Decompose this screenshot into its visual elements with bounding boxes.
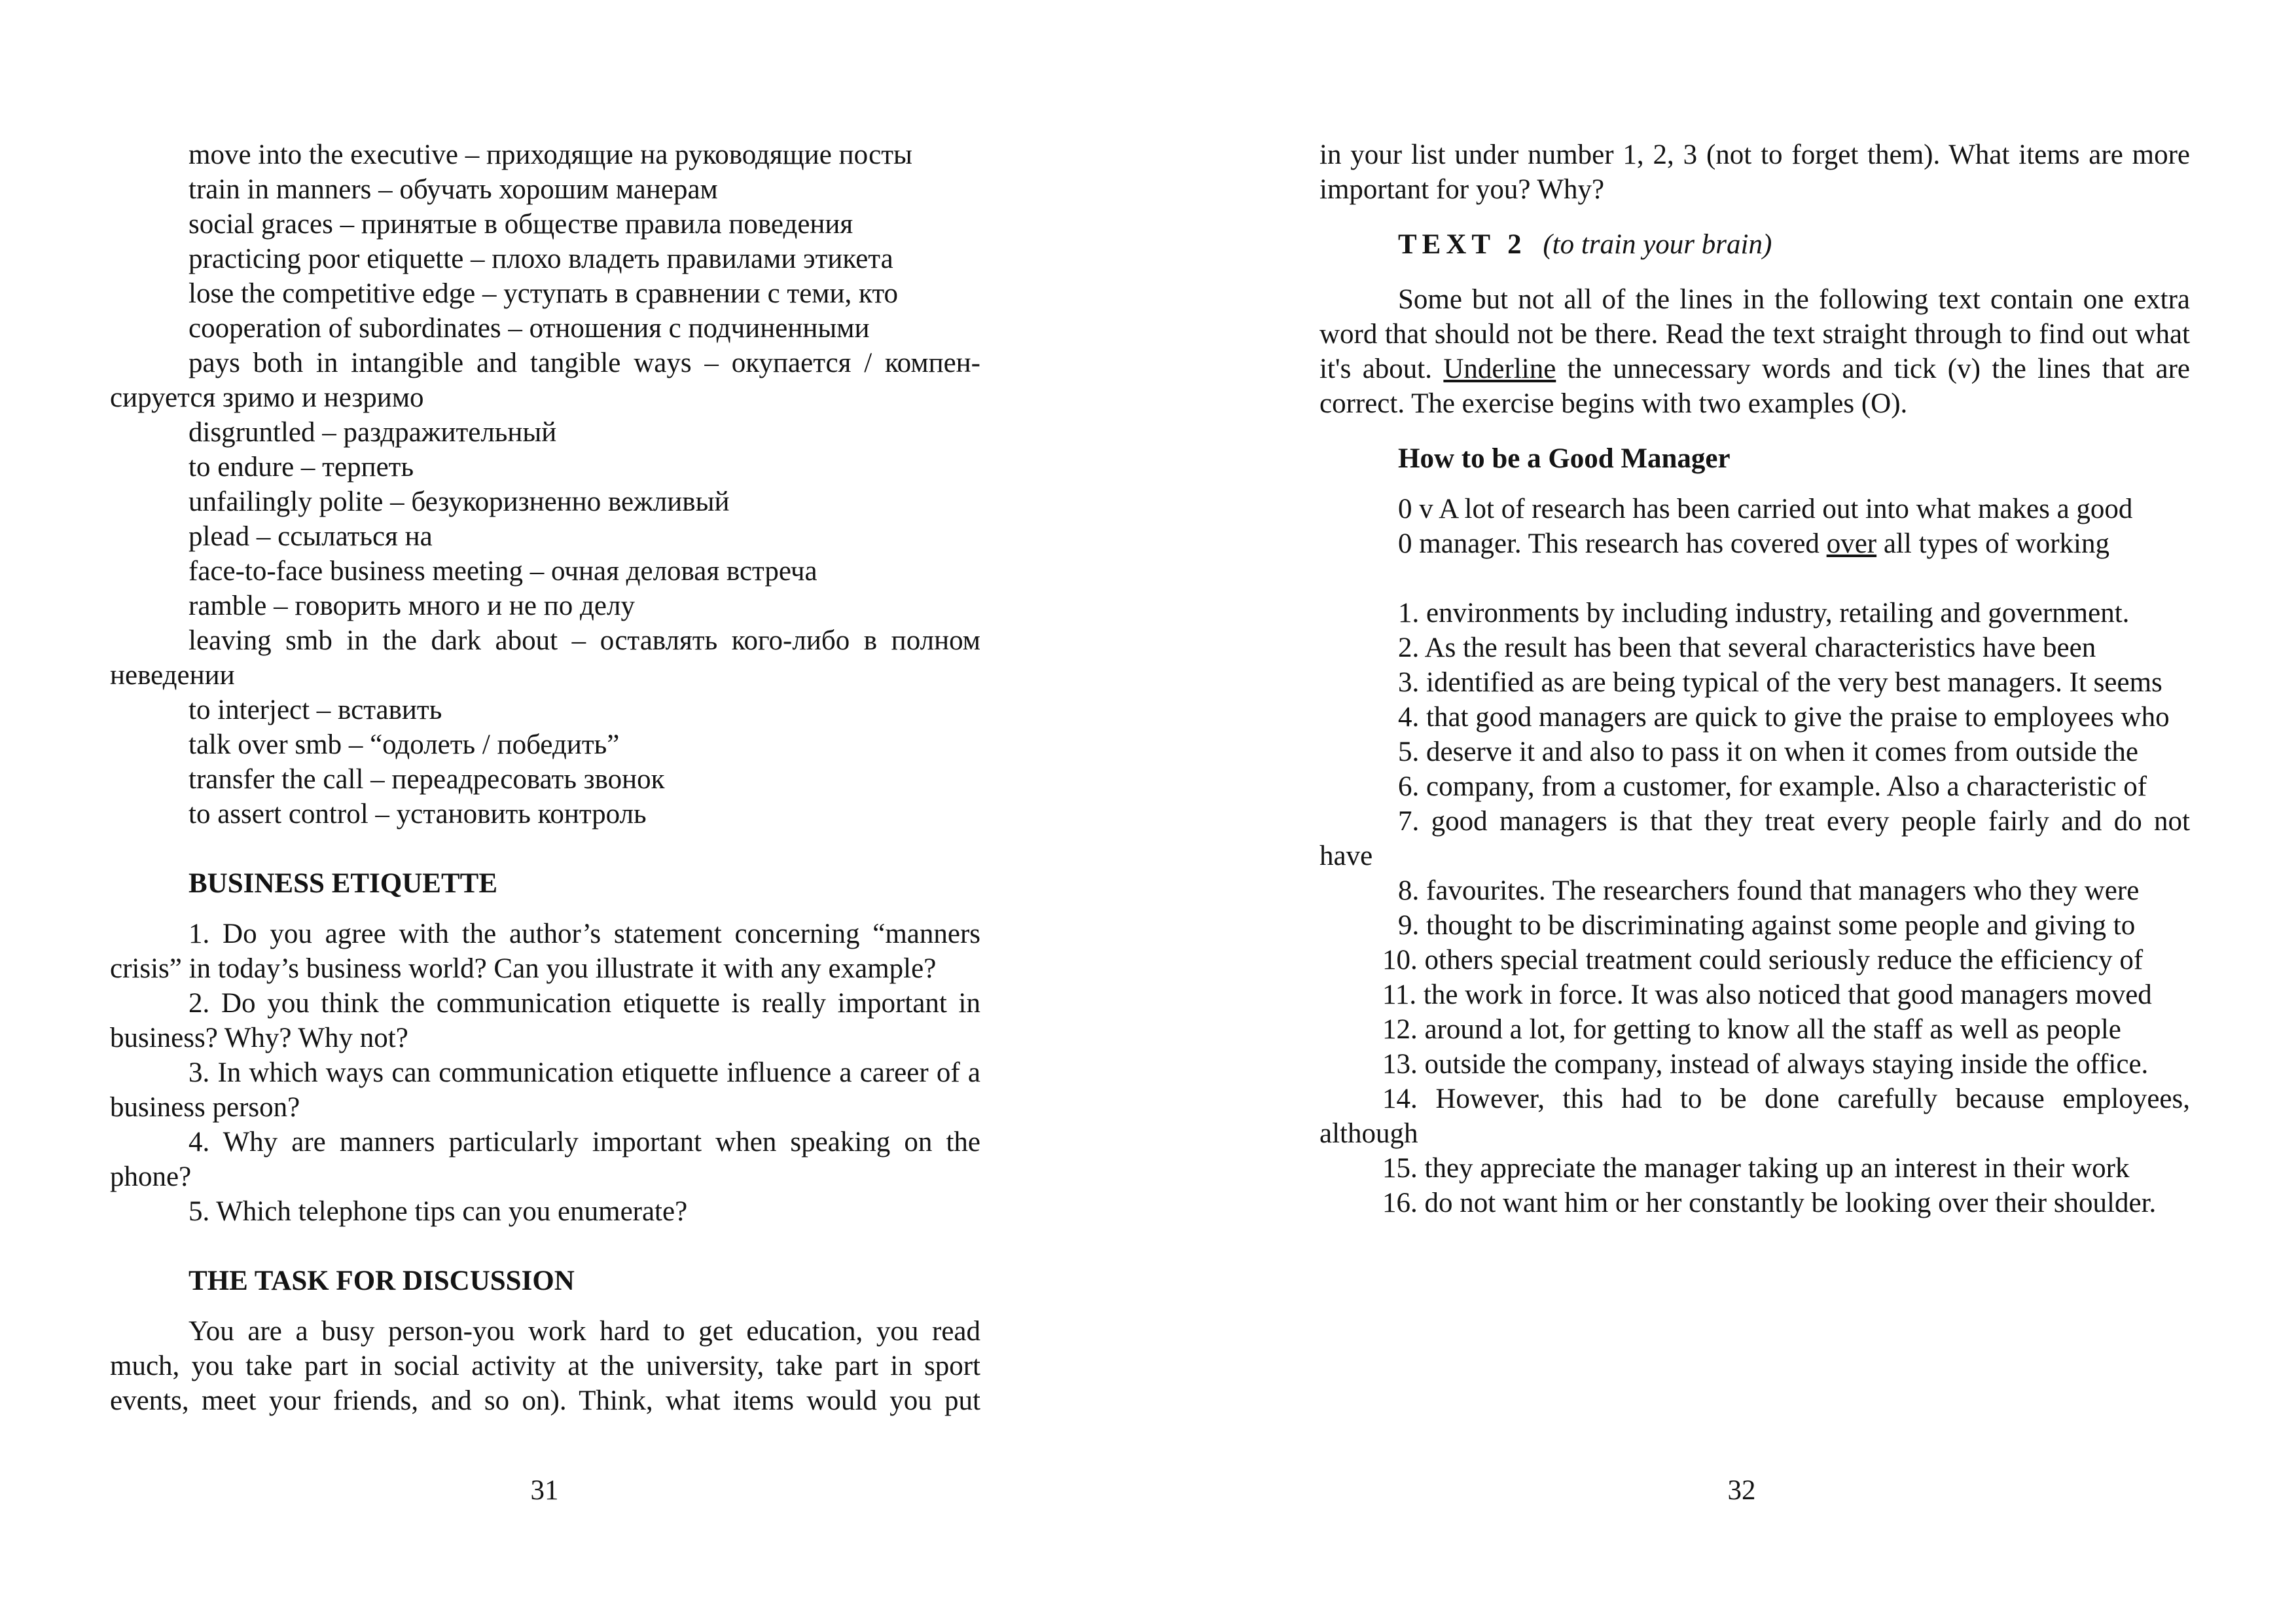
exercise-line: 5. deserve it and also to pass it on when it comes from outside the bbox=[1398, 737, 2138, 767]
question-item: 2. Do you think the communication etiquette is really important in business? Why? Why not? bbox=[110, 988, 980, 1053]
vocab-item: cooperation of subordinates – отношения с подчиненными bbox=[188, 313, 870, 344]
instructions-paragraph bbox=[1319, 282, 2190, 421]
vocab-item: train in manners – обучать хорошим манерам bbox=[188, 174, 718, 205]
exercise-lines bbox=[1319, 596, 2190, 1220]
right-page bbox=[1148, 0, 2296, 1623]
exercise-line: 4. that good managers are quick to give the praise to employees who bbox=[1398, 702, 2170, 733]
exercise-line: 8. favourites. The researchers found that managers who they were bbox=[1398, 875, 2140, 906]
instructions-part1: Some but not all of the lines in the following text contain one extra word that should not be there. Read the text straight through to find out what it's about. bbox=[1319, 284, 2190, 384]
example-line: 0 v A lot of research has been carried out into what makes a good bbox=[1398, 494, 2133, 524]
discussion-questions bbox=[110, 917, 980, 1229]
vocab-item: unfailingly polite – безукоризненно вежливый bbox=[188, 486, 730, 517]
exercise-line: 15. they appreciate the manager taking up an interest in their work bbox=[1382, 1153, 2130, 1184]
vocabulary-list bbox=[110, 137, 980, 831]
vocab-item: ramble – говорить много и не по делу bbox=[188, 591, 635, 621]
vocab-item: to endure – терпеть bbox=[188, 452, 414, 483]
vocab-item: move into the executive – приходящие на руководящие посты bbox=[188, 139, 912, 170]
exercise-line: 16. do not want him or her constantly be looking over their shoulder. bbox=[1382, 1188, 2157, 1218]
vocab-item: talk over smb – “одолеть / победить” bbox=[188, 729, 620, 760]
exercise-line: 3. identified as are being typical of the very best managers. It seems bbox=[1398, 667, 2162, 698]
example-line2-after: all types of working bbox=[1883, 528, 2109, 559]
vocab-item: lose the competitive edge – уступать в сравнении с теми, кто bbox=[188, 278, 899, 309]
exercise-line: 7. good managers is that they treat every people fairly and do not have bbox=[1319, 806, 2190, 871]
left-page-content bbox=[110, 137, 980, 1418]
exercise-examples bbox=[1319, 492, 2190, 561]
exercise-line: 6. company, from a customer, for example. Also a characteristic of bbox=[1398, 771, 2147, 802]
exercise-line: 14. However, this had to be done carefully because employees, although bbox=[1319, 1084, 2190, 1149]
page-number: 31 bbox=[530, 1475, 559, 1506]
vocab-item: practicing poor etiquette – плохо владеть правилами этикета bbox=[188, 244, 893, 274]
vocab-item: face-to-face business meeting – очная деловая встреча bbox=[188, 556, 817, 587]
continuation-paragraph: in your list under number 1, 2, 3 (not to forget them). What items are more important for you? Why? bbox=[1319, 139, 2190, 205]
question-item: 5. Which telephone tips can you enumerate? bbox=[188, 1196, 688, 1227]
task-paragraph: You are a busy person-you work hard to get education, you read much, you take part in social activity at the university, take part in sport events, meet your friends, and so on). Think, what items would you put bbox=[110, 1316, 980, 1416]
vocab-item-continuation: неведении bbox=[110, 660, 235, 691]
vocab-item: transfer the call – переадресовать звонок bbox=[188, 764, 665, 795]
text2-subtitle: (to train your brain) bbox=[1543, 229, 1772, 260]
exercise-line: 13. outside the company, instead of always staying inside the office. bbox=[1382, 1049, 2149, 1080]
exercise-line: 12. around a lot, for getting to know all the staff as well as people bbox=[1382, 1014, 2121, 1045]
vocab-item: social graces – принятые в обществе правила поведения bbox=[188, 209, 853, 240]
vocab-item: plead – ссылаться на bbox=[188, 521, 433, 552]
exercise-line: 9. thought to be discriminating against some people and giving to bbox=[1398, 910, 2136, 941]
exercise-line: 1. environments by including industry, retailing and government. bbox=[1398, 598, 2130, 629]
exercise-title: How to be a Good Manager bbox=[1398, 443, 1731, 474]
section-heading-task: THE TASK FOR DISCUSSION bbox=[188, 1266, 575, 1296]
question-item: 1. Do you agree with the author’s statement concerning “manners crisis” in today’s business world? Can you illustrate it with any example? bbox=[110, 919, 980, 984]
vocab-item: pays both in intangible and tangible ways – окупается / компен- bbox=[188, 348, 980, 378]
example-line2-before: 0 manager. This research has covered bbox=[1398, 528, 1820, 559]
exercise-line: 2. As the result has been that several characteristics have been bbox=[1398, 632, 2096, 663]
text2-label: TEXT 2 bbox=[1398, 229, 1527, 260]
question-item: 3. In which ways can communication etiquette influence a career of a business person? bbox=[110, 1057, 980, 1123]
vocab-item: to interject – вставить bbox=[188, 695, 442, 725]
vocab-item: to assert control – установить контроль bbox=[188, 799, 647, 830]
text2-title bbox=[1319, 227, 2190, 262]
exercise-line: 11. the work in force. It was also noticed that good managers moved bbox=[1382, 979, 2152, 1010]
instructions-underlined: Underline bbox=[1443, 354, 1556, 384]
exercise-line: 10. others special treatment could seriously reduce the efficiency of bbox=[1382, 945, 2144, 976]
page-number: 32 bbox=[1727, 1475, 1756, 1506]
instructions-part2: the unnecessary words and tick (v) the lines that are correct. The exercise begins with two examples (O). bbox=[1319, 354, 2191, 419]
vocab-item-continuation: сируется зримо и незримо bbox=[110, 382, 424, 413]
vocab-item: disgruntled – раздражительный bbox=[188, 417, 557, 448]
right-page-content bbox=[1319, 137, 2190, 1220]
example-line bbox=[1319, 526, 2190, 561]
section-heading-business-etiquette: BUSINESS ETIQUETTE bbox=[188, 868, 498, 899]
vocab-item: leaving smb in the dark about – оставлять кого-либо в полном bbox=[188, 625, 980, 656]
example-underlined-word: over bbox=[1826, 528, 1877, 559]
question-item: 4. Why are manners particularly important when speaking on the phone? bbox=[110, 1127, 980, 1192]
